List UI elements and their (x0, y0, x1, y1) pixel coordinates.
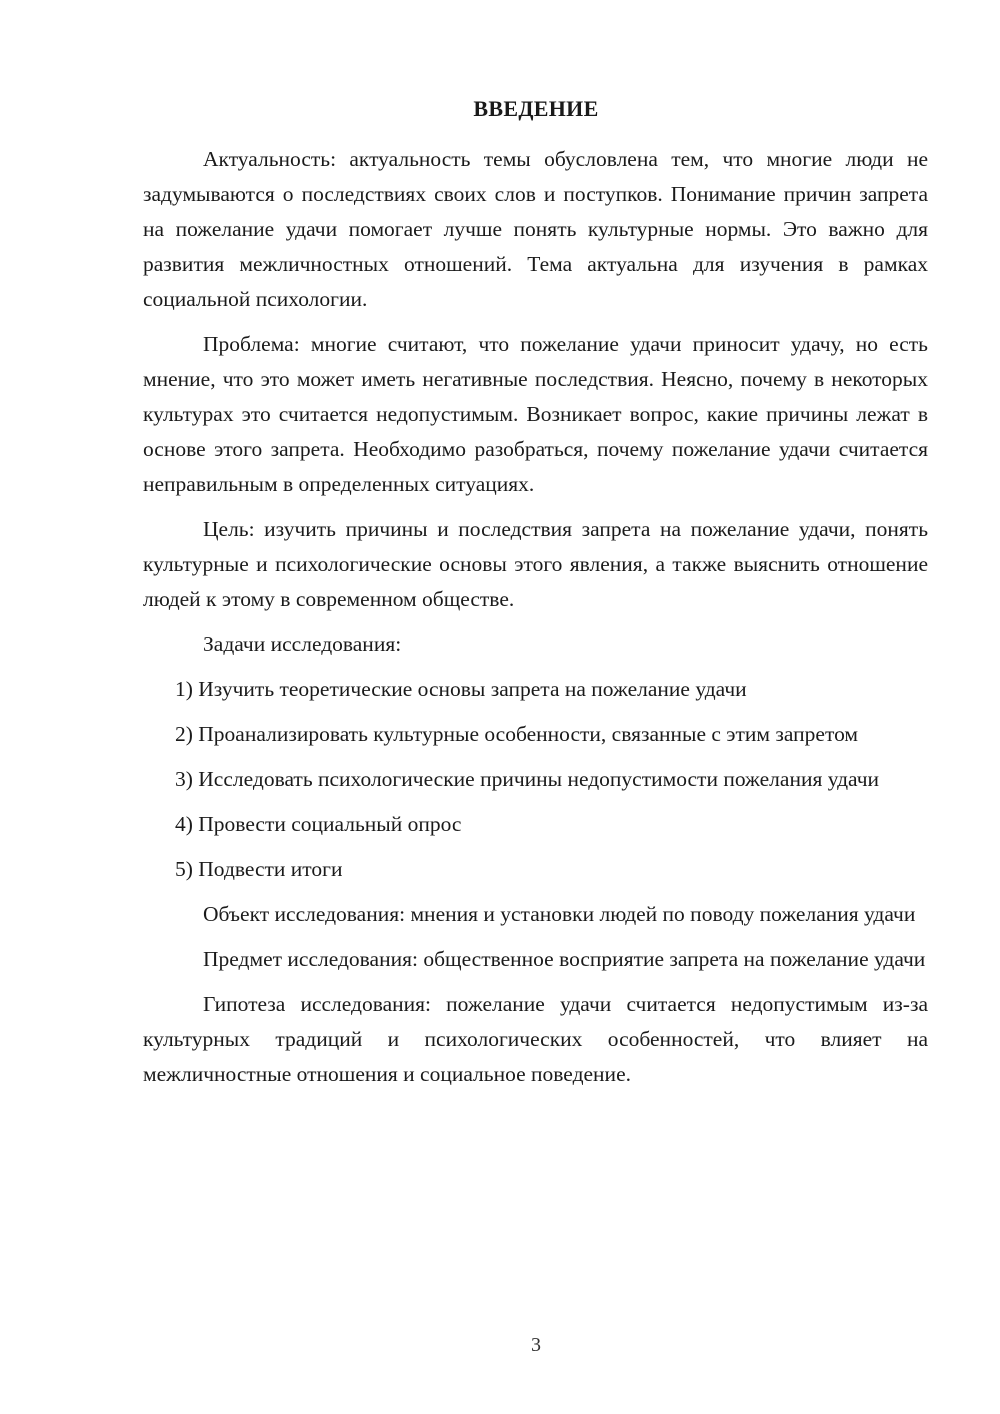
paragraph-goal: Цель: изучить причины и последствия запрета на пожелание удачи, понять культурные и психологические основы этого явления, а также выяснить отношение людей к этому в современном обществе. (143, 517, 928, 611)
document-body (143, 142, 928, 1102)
paragraph-hypothesis: Гипотеза исследования: пожелание удачи считается недопустимым из-за культурных традиций и психологических особенностей, что влияет на межличностные отношения и социальное поведение. (143, 992, 928, 1086)
page-title: ВВЕДЕНИЕ (473, 96, 599, 121)
page-number: 3 (531, 1334, 541, 1356)
paragraph-relevance: Актуальность: актуальность темы обусловлена тем, что многие люди не задумываются о последствиях своих слов и поступков. Понимание причин запрета на пожелание удачи помогает лучше понять культурные нормы. Это важно для развития межличностных отношений. Тема актуальна для изучения в рамках социальной психологии. (143, 147, 928, 311)
task-item: 5) Подвести итоги (175, 857, 343, 881)
paragraph-object: Объект исследования: мнения и установки людей по поводу пожелания удачи (203, 902, 916, 926)
task-item: 4) Провести социальный опрос (175, 812, 462, 836)
task-item: 3) Исследовать психологические причины недопустимости пожелания удачи (175, 767, 880, 791)
paragraph-subject: Предмет исследования: общественное восприятие запрета на пожелание удачи (203, 947, 926, 971)
task-item: 2) Проанализировать культурные особенности, связанные с этим запретом (175, 722, 859, 746)
task-item: 1) Изучить теоретические основы запрета на пожелание удачи (175, 677, 747, 701)
paragraph-problem: Проблема: многие считают, что пожелание удачи приносит удачу, но есть мнение, что это может иметь негативные последствия. Неясно, почему в некоторых культурах это считается недопустимым. Возникает вопрос, какие причины лежат в основе этого запрета. Необходимо разобраться, почему пожелание удачи считается неправильным в определенных ситуациях. (143, 332, 928, 496)
paragraph-tasks-intro: Задачи исследования: (203, 632, 402, 656)
